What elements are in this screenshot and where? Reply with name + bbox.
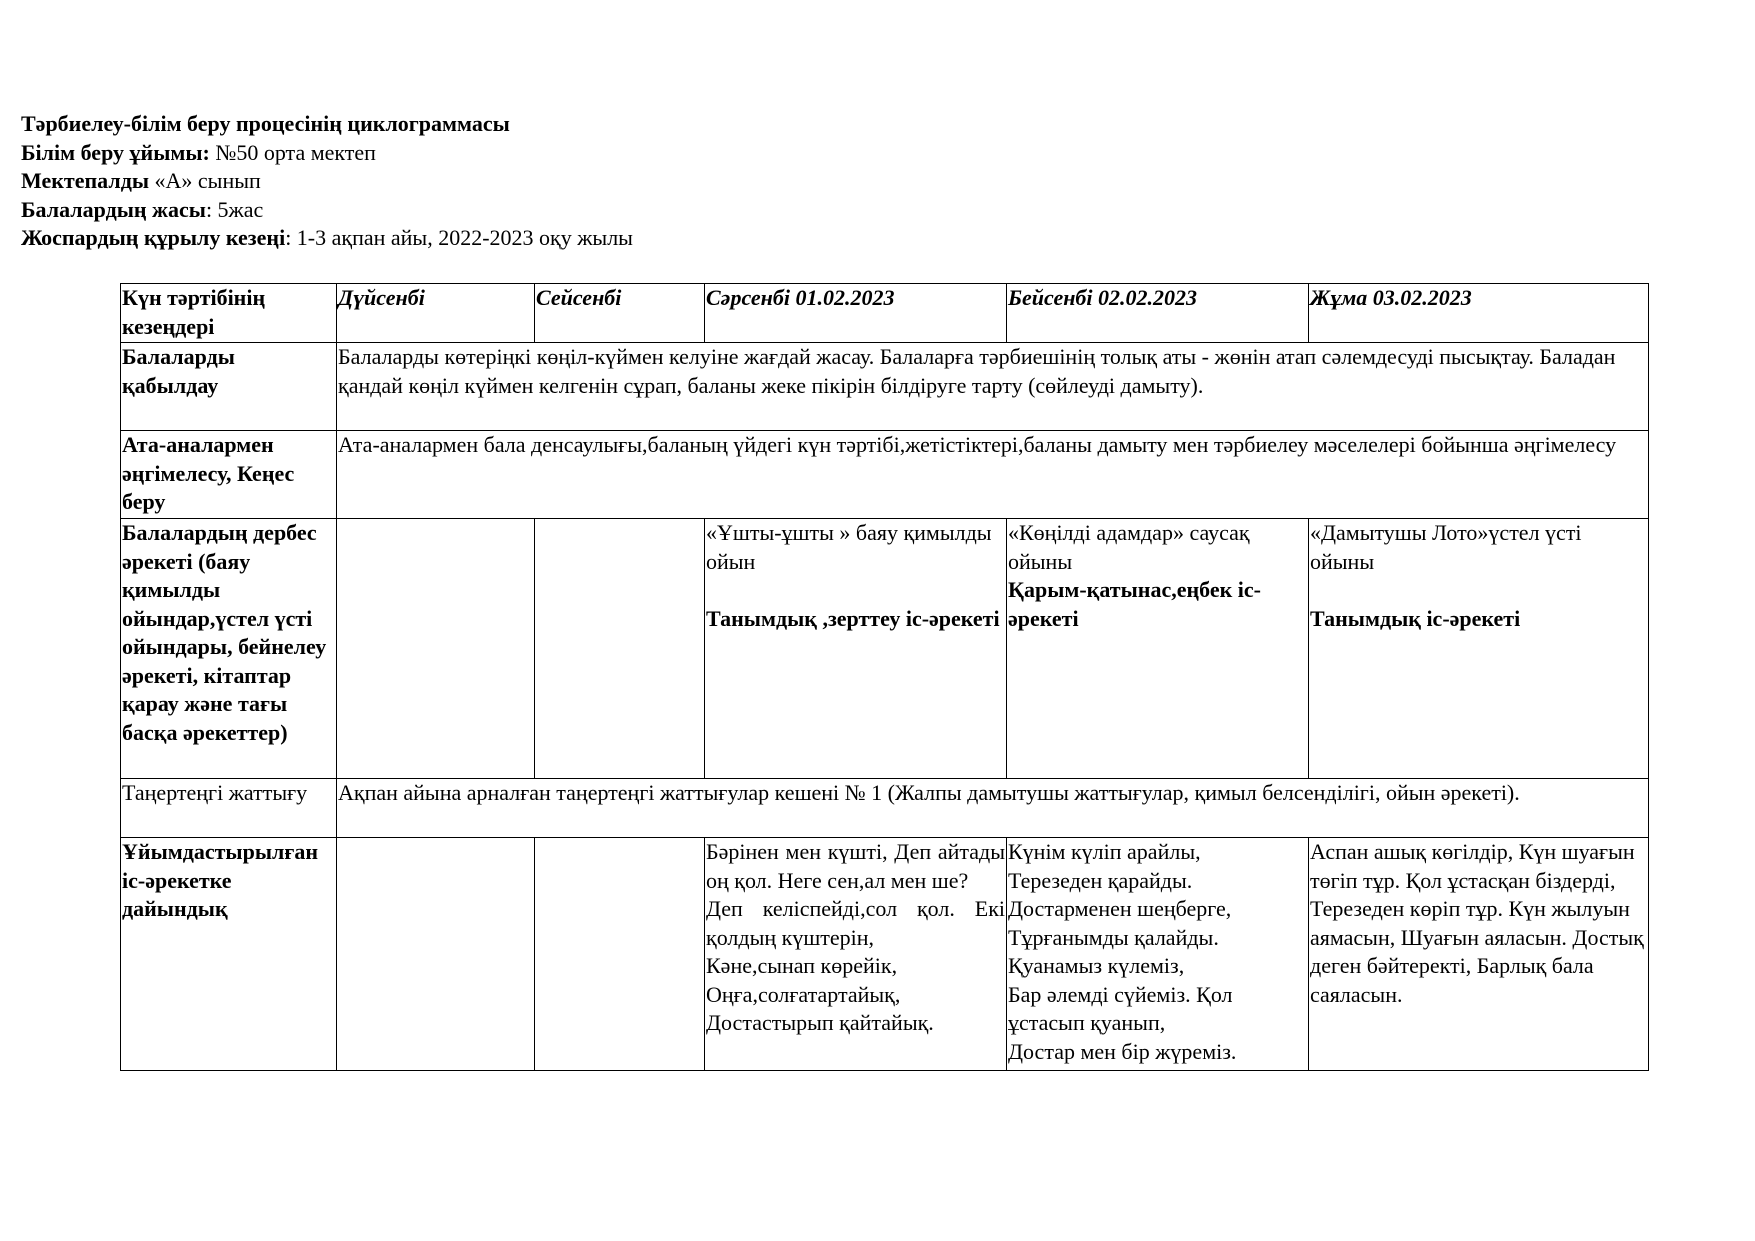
- table-header-row: [121, 284, 1649, 343]
- age-value: : 5жас: [205, 196, 264, 222]
- group-label: Мектепалды: [21, 168, 150, 193]
- age-label: Балалардың жасы: [21, 196, 206, 222]
- header-thursday: Бейсенбі 02.02.2023: [1007, 284, 1309, 343]
- independent-thursday: [1007, 519, 1309, 779]
- stage-preparation: Ұйымдастырылған іс-әрекетке дайындық: [121, 838, 337, 1071]
- preparation-monday: [337, 838, 535, 1071]
- doc-title-line: [21, 110, 633, 139]
- thu-game: «Көңілді адамдар» саусақ ойыны: [1008, 520, 1250, 574]
- wed-poem-2: Деп келіспейді,сол қол. Екі қолдың күштерін,: [706, 896, 1005, 950]
- fri-game: «Дамытушы Лото»үстел үсті ойыны: [1310, 520, 1582, 574]
- thu-activity: Қарым-қатынас,еңбек іс-әрекеті: [1008, 577, 1261, 631]
- wed-activity: Танымдық ,зерттеу іс-әрекеті: [706, 605, 1000, 631]
- wed-poem-3: Кәне,сынап көрейік,: [706, 953, 898, 978]
- stage-reception: Балаларды қабылдау: [121, 343, 337, 431]
- header-friday: Жұма 03.02.2023: [1309, 284, 1649, 343]
- period-value: : 1-3 ақпан айы, 2022-2023 оқу жылы: [285, 225, 633, 250]
- header-stage: Күн тәртібінің кезеңдері: [121, 284, 337, 343]
- exercise-text: Ақпан айына арналған таңертеңгі жаттығулар кешені № 1 (Жалпы дамытушы жаттығулар, қимыл белсенділігі, ойын әрекеті).: [337, 779, 1649, 838]
- wed-gap: [706, 576, 1005, 605]
- stage-parents: Ата-аналармен әңгімелесу, Кеңес беру: [121, 431, 337, 519]
- parents-text: Ата-аналармен бала денсаулығы,баланың үйдегі күн тәртібі,жетістіктері,баланы дамыту мен тәрбиелеу мәселелері бойынша әңгімелесу: [337, 431, 1649, 519]
- independent-friday: [1309, 519, 1649, 779]
- independent-wednesday: [705, 519, 1007, 779]
- row-exercise: [121, 779, 1649, 838]
- row-parents: [121, 431, 1649, 519]
- preparation-thursday: Күнім күліп арайлы, Терезеден қарайды. Достарменен шеңберге, Тұрғанымды қалайды. Қуанамыз күлеміз, Бар әлемді сүйеміз. Қол ұстасып қуанып, Достар мен бір жүреміз.: [1007, 838, 1309, 1071]
- wed-game: «Ұшты-ұшты » баяу қимылды ойын: [706, 520, 992, 574]
- fri-activity: Танымдық іс-әрекеті: [1310, 605, 1521, 631]
- preparation-wednesday: [705, 838, 1007, 1071]
- preparation-friday: Аспан ашық көгілдір, Күн шуағын төгіп тұр. Қол ұстасқан біздерді, Терезеден көріп тұр. Күн жылуын аямасын, Шуағын аяласын. Достық деген бәйтеректі, Барлық бала саяласын.: [1309, 838, 1649, 1071]
- header-tuesday: Сейсенбі: [535, 284, 705, 343]
- group-line: [21, 167, 633, 196]
- row-preparation: [121, 838, 1649, 1071]
- group-value: «А» сынып: [149, 168, 261, 193]
- row-reception: [121, 343, 1649, 431]
- preparation-tuesday: [535, 838, 705, 1071]
- wed-poem-5: Достастырып қайтайық.: [706, 1010, 934, 1035]
- reception-text: [337, 343, 1649, 431]
- age-line: [21, 196, 633, 225]
- stage-exercise: Таңертеңгі жаттығу: [121, 779, 337, 838]
- fri-gap: [1310, 576, 1647, 605]
- row-independent: [121, 519, 1649, 779]
- cyclogram-table: [120, 283, 1649, 1071]
- period-label: Жоспардың құрылу кезеңі: [21, 225, 286, 250]
- header-monday: Дүйсенбі: [337, 284, 535, 343]
- independent-tuesday: [535, 519, 705, 779]
- header-wednesday: Сәрсенбі 01.02.2023: [705, 284, 1007, 343]
- wed-poem-4: Оңға,солғатартайық,: [706, 981, 901, 1007]
- org-label: Білім беру ұйымы:: [21, 139, 210, 165]
- org-line: [21, 139, 633, 168]
- doc-title: Тәрбиелеу-білім беру процесінің циклограммасы: [21, 111, 510, 136]
- period-line: [21, 224, 633, 253]
- stage-independent: Балалардың дербес әрекеті (баяу қимылды ойындар,үстел үсті ойындары, бейнелеу әрекеті, кітаптар қарау және тағы басқа әрекеттер): [121, 519, 337, 779]
- org-value: №50 орта мектеп: [209, 139, 376, 165]
- wed-poem-1: Бәрінен мен күшті, Деп айтады оң қол. Неге сен,ал мен ше?: [706, 839, 1005, 893]
- document-header: [21, 110, 633, 253]
- independent-monday: [337, 519, 535, 779]
- reception-text-1: Балаларды көтеріңкі көңіл-күймен келуіне жағдай жасау. Балаларға тәрбиешінің толық аты - жөнін атап сәлемдесуді пысықтау. Баладан: [338, 344, 1616, 369]
- reception-text-2: қандай көңіл күймен келгенін сұрап, баланы жеке пікірін білдіруге тарту (сөйлеуді дамыту).: [338, 372, 1204, 398]
